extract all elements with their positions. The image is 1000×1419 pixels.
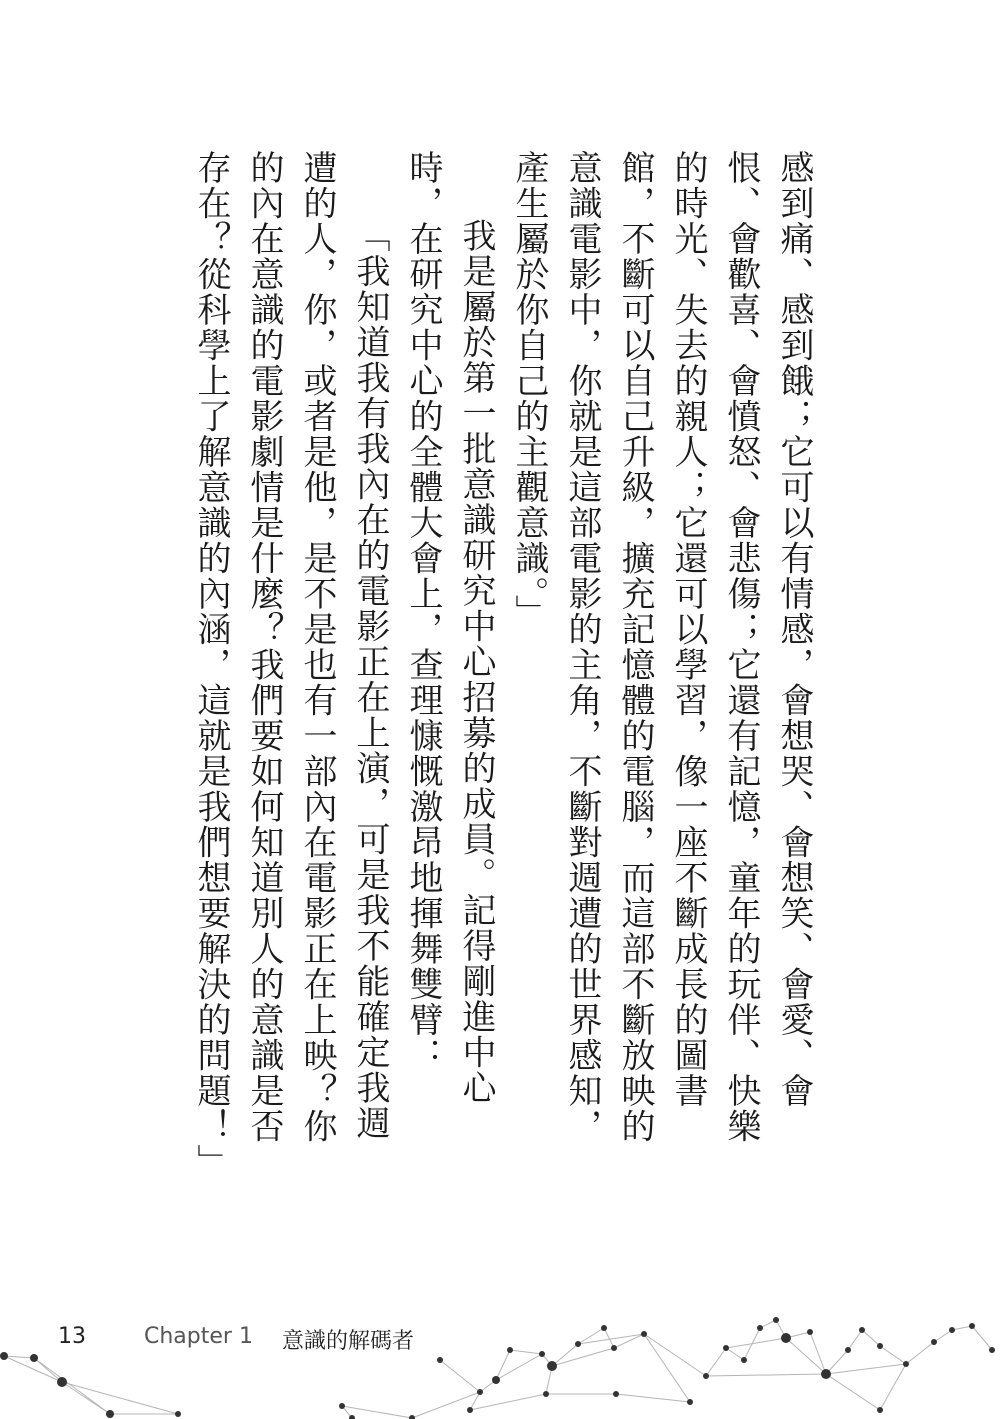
network-edge	[440, 1360, 480, 1392]
chapter-label: Chapter 1	[144, 1324, 253, 1349]
network-edge	[826, 1374, 880, 1410]
network-node	[949, 1327, 955, 1333]
network-node	[601, 1325, 607, 1331]
network-node	[773, 1317, 779, 1323]
network-node	[0, 1352, 8, 1360]
network-node	[931, 1339, 937, 1345]
network-node	[877, 1343, 883, 1349]
network-node	[175, 1411, 181, 1417]
network-node	[877, 1407, 883, 1413]
network-node	[723, 1345, 729, 1351]
network-node	[641, 1331, 647, 1337]
network-node	[539, 1351, 545, 1357]
network-node	[409, 1415, 415, 1419]
network-node	[106, 1410, 114, 1418]
network-edge	[412, 1392, 480, 1418]
network-node	[543, 1391, 549, 1397]
network-edge	[604, 1328, 614, 1348]
network-edge	[470, 1394, 546, 1410]
network-node	[575, 1341, 581, 1347]
network-edge	[62, 1382, 178, 1414]
network-edge	[496, 1354, 542, 1380]
network-node	[703, 1373, 709, 1379]
network-node	[741, 1357, 747, 1363]
network-node	[492, 1376, 500, 1384]
network-node	[807, 1329, 813, 1335]
network-edge	[786, 1338, 826, 1374]
network-edge	[470, 1392, 480, 1410]
network-edge	[644, 1334, 690, 1402]
network-node	[989, 1347, 995, 1353]
network-edge	[726, 1338, 786, 1348]
paragraph-1: 感到痛、感到餓；它可以有情感，會想哭、會想笑、會愛、會恨、會歡喜、會憤怒、會悲傷；它還有記憶，童年的玩伴、快樂的時光、失去的親人；它還可以學習，像一座不斷成長的圖書館，不斷可以自己升級，擴充記憶體的電腦，而這部不斷放映的意識電影中，你就是這部電影的主角，不斷對週遭的世界感知，產生屬於你自己的主觀意識。」	[509, 150, 814, 1144]
paragraph-3: 「我知道我有我內在的電影正在上演，可是我不能確定我週遭的人，你，或者是他，是不是也有一部內在電影正在上映？你的內在意識的電影劇情是什麼？我們要如何知道別人的意識是否存在？從科學上了解意識的內涵，這就是我們想要解決的問題！」	[191, 150, 390, 1180]
network-edge	[644, 1334, 706, 1376]
network-edge	[862, 1330, 880, 1346]
network-edge	[810, 1332, 826, 1374]
network-lines	[4, 1320, 992, 1418]
network-node	[547, 1361, 557, 1371]
network-node	[467, 1407, 473, 1413]
network-node	[821, 1369, 831, 1379]
network-decoration	[0, 1290, 1000, 1419]
network-node	[969, 1323, 975, 1329]
network-edge	[848, 1330, 862, 1350]
network-edge	[552, 1348, 614, 1366]
network-edge	[880, 1346, 906, 1364]
network-edge	[34, 1358, 110, 1414]
network-edge	[952, 1326, 972, 1330]
network-edge	[972, 1326, 992, 1350]
network-node	[859, 1327, 865, 1333]
network-node	[757, 1325, 763, 1331]
network-edge	[726, 1348, 744, 1360]
network-node	[437, 1357, 443, 1363]
network-edge	[510, 1350, 542, 1354]
network-edge	[880, 1364, 906, 1410]
chapter-title: 意識的解碼者	[282, 1329, 415, 1354]
page-number: 13	[58, 1324, 86, 1349]
network-node	[845, 1347, 851, 1353]
network-node	[30, 1354, 38, 1362]
network-node	[477, 1389, 483, 1395]
network-node	[613, 1391, 619, 1397]
network-node	[781, 1333, 791, 1343]
network-edge	[706, 1374, 826, 1376]
network-edge	[706, 1348, 726, 1376]
network-edge	[906, 1342, 934, 1364]
network-node	[687, 1399, 693, 1405]
network-node	[507, 1347, 513, 1353]
network-node	[611, 1345, 617, 1351]
paragraph-2: 我是屬於第一批意識研究中心招募的成員。記得剛進中心時，在研究中心的全體大會上，查理慷慨激昂地揮舞雙臂：	[403, 150, 496, 1106]
body-text	[170, 150, 820, 1180]
network-node	[339, 1403, 345, 1409]
network-edge	[934, 1330, 952, 1342]
network-node	[903, 1361, 909, 1367]
network-edge	[826, 1364, 906, 1374]
network-edge	[616, 1394, 690, 1402]
network-node	[57, 1377, 67, 1387]
